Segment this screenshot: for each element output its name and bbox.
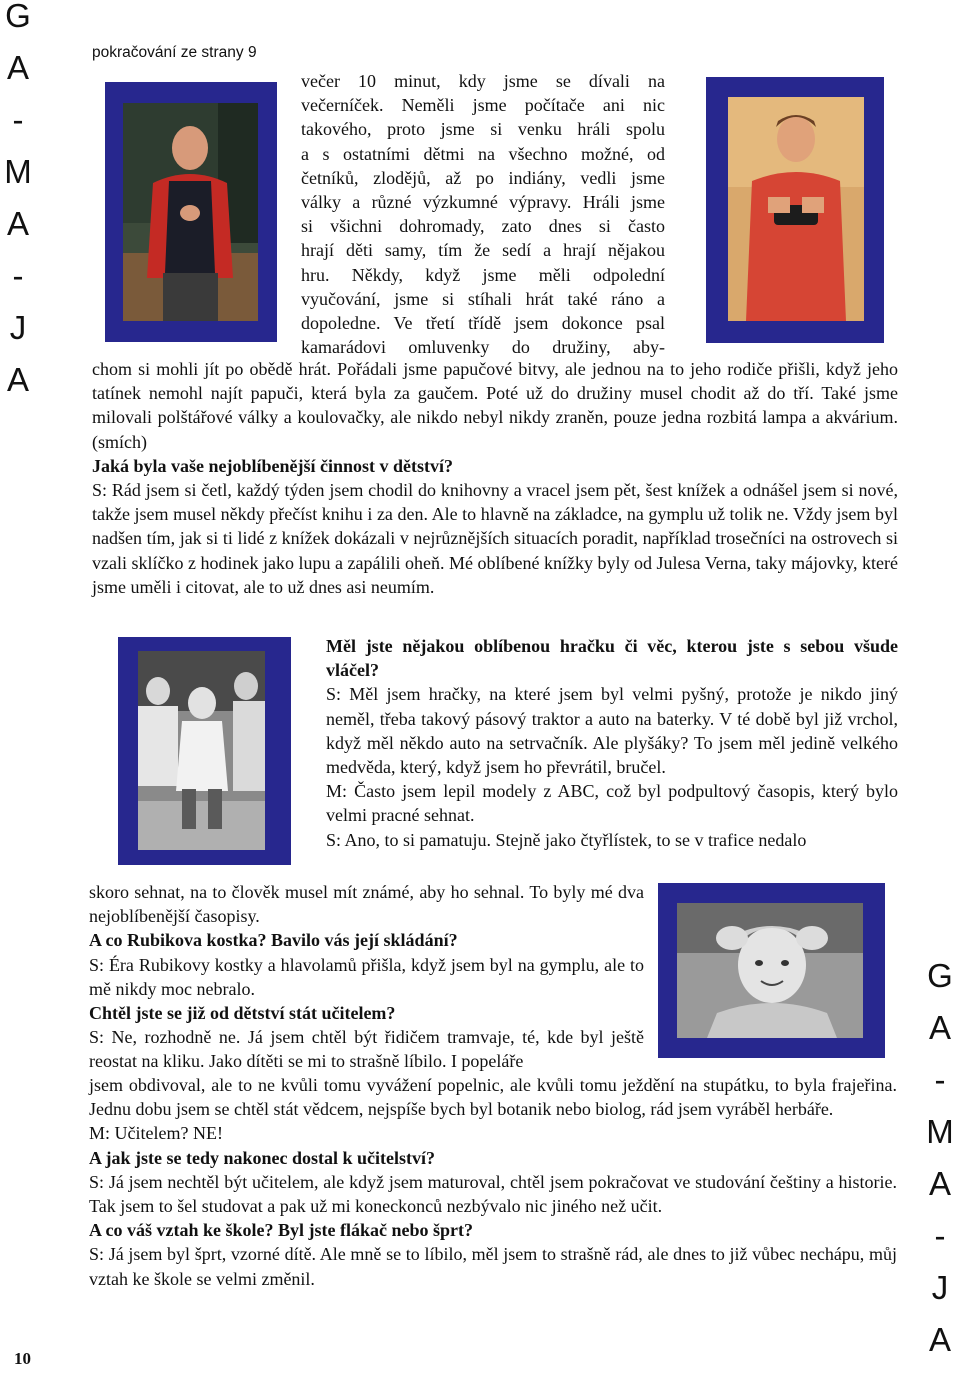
article-column-lower [89, 880, 644, 1074]
photo-frame [118, 637, 291, 865]
interview-question: Chtěl jste se již od dětství stát učitelem? [89, 1003, 396, 1024]
text-line: večer 10 minut, kdy jsme se dívali na [301, 71, 665, 91]
paragraph: S: Rád jsem si četl, každý týden jsem chodil do knihovny a vracel jsem pět, šest knížek a odnášel jsem si nové, takže jsem musel někdy přečíst knihu i za den. Ale to hlavně na základce, na gymplu už tolik ne. Vždy jsem byl nadšen tím, jak si ti lidé z knížek dokázali v nejrůznějších situacích poradit, například trosečníci na ostrovech si vzali sklíčko z hodinek jako lupu a zapálili oheň. Mé oblíbené knížky byly od Julesa Verna, taky májovky, které jsme uměli i citovat, ale to už dnes asi neumím. [92, 480, 898, 597]
text-line: si všichni dohromady, zato dnes si často [301, 216, 665, 237]
paragraph: S: Já jsem byl šprt, vzorné dítě. Ale mně se to líbilo, měl jsem to strašně rád, ale dnes to již vůbec nechápu, můj vztah ke škole se velmi změnil. [89, 1244, 897, 1289]
margin-letter: G [927, 957, 953, 994]
photo-frame [105, 82, 277, 342]
young-man-photo [728, 97, 864, 321]
margin-left-letters [0, 0, 38, 406]
margin-letter: - [12, 101, 24, 138]
teacher-photo [123, 103, 258, 321]
text-line: války a různé výzkumné výpravy. Hráli jsme [301, 192, 665, 213]
photo-frame [706, 77, 884, 343]
continued-note: pokračování ze strany 9 [92, 44, 257, 61]
page-number: 10 [14, 1349, 31, 1368]
article-full-width-1 [92, 357, 898, 599]
margin-letter: - [934, 1217, 946, 1254]
margin-letter: J [931, 1269, 949, 1306]
text-line: četníků, zlodějů, až po indiány, vedli jsme [301, 167, 665, 188]
text-line: a s ostatními dětmi na všechno možné, od [301, 143, 665, 164]
paragraph: S: Já jsem nechtěl být učitelem, ale když jsem maturoval, chtěl jsem pokračovat ve studování češtiny a historie. Tak jsem to šel studovat a pak už mi koneckonců nezbývalo nic jiného než učit. [89, 1171, 897, 1217]
margin-letter: A [928, 1165, 951, 1202]
text-line: vyučování, jsme si stíhali hrát také ráno a [301, 288, 665, 309]
paragraph: S: Ne, rozhodně ne. Já jsem chtěl být řidičem tramvaje, té, kde byl ještě reostat na kliku. Jako dítěti se mi to strašně líbilo. I popeláře [89, 1027, 644, 1072]
margin-letter: A [6, 361, 29, 398]
margin-letter: A [6, 205, 29, 242]
text-line: kamarádovi omluvenky do družiny, aby- [301, 337, 665, 358]
interview-question: A co váš vztah ke škole? Byl jste flákač nebo šprt? [89, 1220, 473, 1241]
margin-letter: - [934, 1061, 946, 1098]
article-column-top [301, 69, 665, 359]
margin-letter: M [4, 153, 32, 190]
paragraph: S: Ano, to si pamatuju. Stejně jako čtyřlístek, to se v trafice nedalo [326, 829, 807, 850]
margin-right-letters [920, 950, 960, 1366]
boy-photo [677, 903, 863, 1038]
article-full-width-2 [89, 1073, 897, 1291]
paragraph: M: Učitelem? NE! [89, 1123, 223, 1144]
paragraph: M: Často jsem lepil modely z ABC, což byl podpultový časopis, který bylo velmi pracné sehnat. [326, 781, 898, 826]
margin-letter: A [928, 1321, 951, 1358]
margin-letter: - [12, 257, 24, 294]
paragraph: jsem obdivoval, ale to ne kvůli tomu vyvážení popelnic, ale kvůli tomu ježdění na stupátku, to byla frajeřina. Jednu dobu jsem se chtěl stát vědcem, nejspíše bych byl botanik nebo biolog, rád jsem vyráběl herbáře. [89, 1075, 897, 1120]
interview-question: A co Rubikova kostka? Bavilo vás její skládání? [89, 930, 458, 951]
paragraph: chom si mohli jít po obědě hrát. Pořádali jsme papučové bitvy, ale jednou na to jeho rodiče přišli, když jeho tatínek nemohl najít papuči, která byla za gaučem. Poté už do družiny musel chodit až do tří. Také jsme milovali polštářové války a koulovačky, ale nikdo nebyl nikdy zraněn, pouze jedna rozbitá lampa a akvárium. (smích) [92, 359, 898, 452]
article-column-middle [326, 634, 898, 852]
text-line: hru. Někdy, když jsme měli odpolední [301, 264, 665, 285]
interview-question: Jaká byla vaše nejoblíbenější činnost v dětství? [92, 455, 454, 476]
text-line: hrají děti samy, tím že sedí a hrají nějakou [301, 240, 665, 261]
margin-letter: A [6, 49, 29, 86]
interview-question: Měl jste nějakou oblíbenou hračku či věc, kterou jste s sebou všude vláčel? [326, 636, 898, 681]
margin-letter: G [5, 0, 31, 34]
paragraph: S: Éra Rubikovy kostky a hlavolamů přišla, když jsem byl na gymplu, ale to mě nikdy moc nebralo. [89, 954, 644, 999]
margin-letter: M [926, 1113, 954, 1150]
photo-frame [658, 883, 885, 1058]
text-line: večerníček. Neměli jsme počítače ani nic [301, 95, 665, 116]
interview-question: A jak jste se tedy nakonec dostal k učitelství? [89, 1147, 435, 1168]
paragraph: S: Měl jsem hračky, na které jsem byl velmi pyšný, protože je nikdo jiný neměl, třeba takový pásový traktor a auto na baterky. V té době byl již vrchol, když měl někdo auto na setrvačník. Ale plyšáky? To jsem měl jedině velkého medvěda, který, když jsem ho převrátil, bručel. [326, 684, 898, 778]
margin-letter: J [9, 309, 27, 346]
child-photo [138, 651, 265, 850]
paragraph: skoro sehnat, na to člověk musel mít známé, aby ho sehnal. To byly mé dva nejoblíbenější časopisy. [89, 882, 644, 927]
text-line: takového, proto jsme si venku hráli spolu [301, 119, 665, 140]
margin-letter: A [928, 1009, 951, 1046]
text-line: dopoledne. Ve třetí třídě jsem dokonce psal [301, 313, 665, 334]
